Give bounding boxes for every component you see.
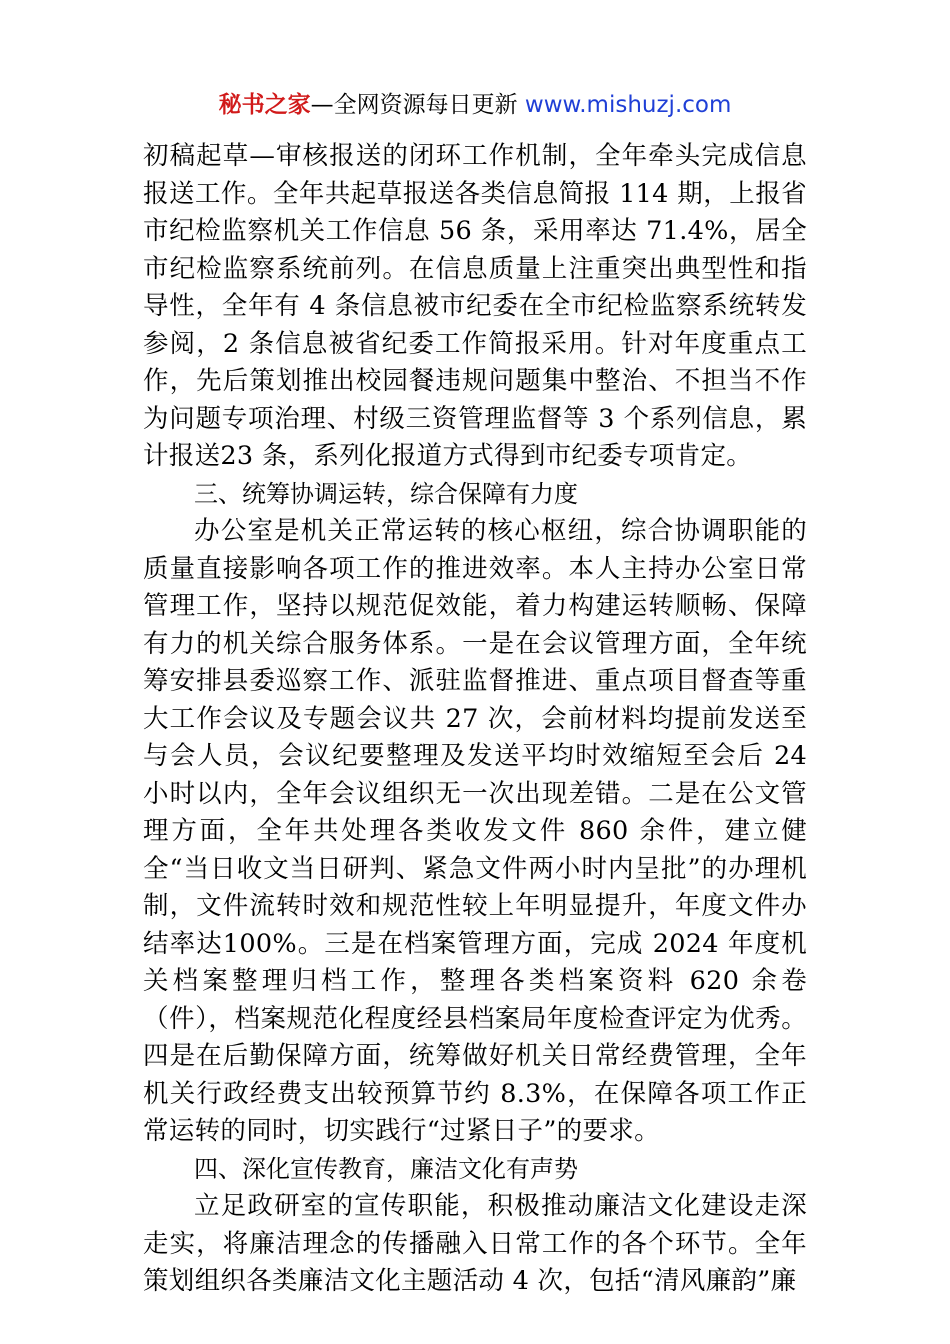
paragraph-continued: 初稿起草—审核报送的闭环工作机制，全年牵头完成信息报送工作。全年共起草报送各类信息简报 114 期，上报省市纪检监察机关工作信息 56 条，采用率达 71.4%，居全市纪检监察系统前列。在信息质量上注重突出典型性和指导性，全年有 4 条信息被市纪委在全市纪检监察系统转发参阅，2 条信息被省纪委工作简报采用。针对年度重点工作，先后策划推出校园餐违规问题集中整治、不担当不作为问题专项治理、村级三资管理监督等 3 个系列信息，累计报送23 条，系列化报道方式得到市纪委专项肯定。 bbox=[143, 141, 807, 471]
section-heading-3: 三、统筹协调运转，综合保障有力度 bbox=[194, 479, 578, 508]
paragraph-office-coordination: 办公室是机关正常运转的核心枢纽，综合协调职能的质量直接影响各项工作的推进效率。本人主持办公室日常管理工作，坚持以规范促效能，着力构建运转顺畅、保障有力的机关综合服务体系。一是在会议管理方面，全年统筹安排县委巡察工作、派驻监督推进、重点项目督查等重大工作会议及专题会议共 27 次，会前材料均提前发送至与会人员，会议纪要整理及发送平均时效缩短至会后 24 小时以内，全年会议组织无一次出现差错。二是在公文管理方面，全年共处理各类收发文件 860 余件，建立健全“当日收文当日研判、紧急文件两小时内呈批”的办理机制，文件流转时效和规范性较上年明显提升，年度文件办结率达100%。三是在档案管理方面，完成 2024 年度机关档案整理归档工作，整理各类档案资料 620 余卷（件），档案规范化程度经县档案局年度检查评定为优秀。四是在后勤保障方面，统筹做好机关日常经费管理，全年机关行政经费支出较预算节约 8.3%，在保障各项工作正常运转的同时，切实践行“过紧日子”的要求。 bbox=[143, 516, 807, 1146]
site-header bbox=[0, 88, 950, 122]
section-heading-4: 四、深化宣传教育，廉洁文化有声势 bbox=[194, 1154, 578, 1183]
site-brand: 秘书之家 bbox=[218, 92, 311, 118]
site-tagline: —全网资源每日更新 bbox=[310, 92, 525, 118]
site-url-link[interactable]: www.mishuzj.com bbox=[524, 92, 732, 118]
paragraph-publicity-education: 立足政研室的宣传职能，积极推动廉洁文化建设走深走实，将廉洁理念的传播融入日常工作的各个环节。全年策划组织各类廉洁文化主题活动 4 次，包括“清风廉韵”廉 bbox=[143, 1191, 807, 1296]
document-body bbox=[143, 138, 807, 1301]
